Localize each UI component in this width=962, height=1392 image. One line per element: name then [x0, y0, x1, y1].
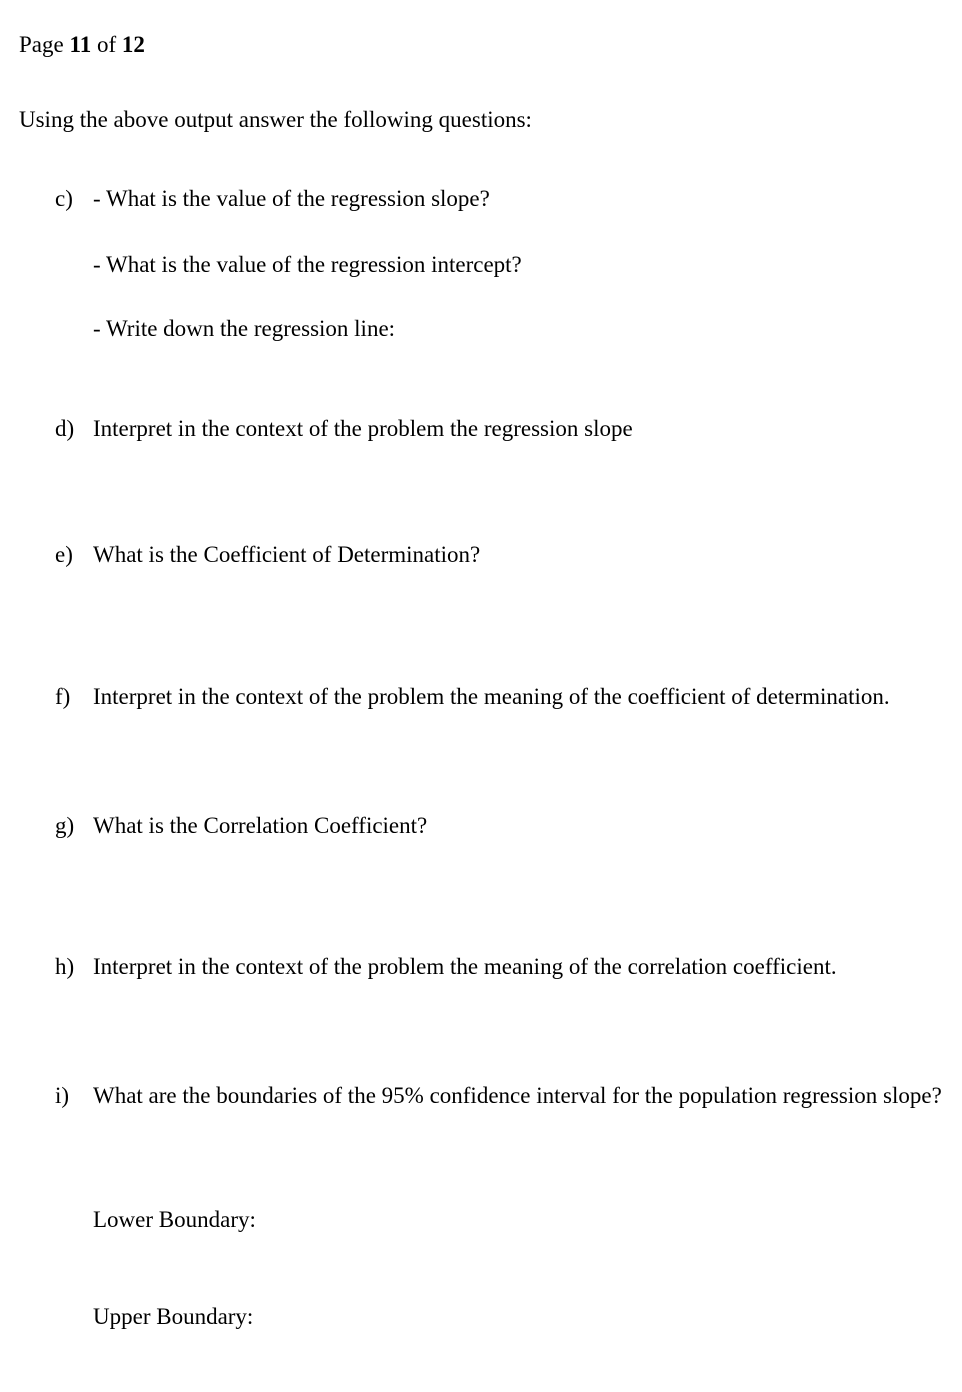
- question-e-text: What is the Coefficient of Determination?: [93, 542, 481, 567]
- question-g-text: What is the Correlation Coefficient?: [93, 813, 428, 838]
- question-c-slope: - What is the value of the regression slope?: [93, 186, 490, 211]
- of-word: of: [96, 32, 117, 57]
- question-d-label: d): [55, 416, 75, 441]
- lower-boundary-label: Lower Boundary:: [93, 1207, 256, 1232]
- page-word: Page: [19, 32, 64, 57]
- question-i-label: i): [55, 1083, 70, 1108]
- question-h-text: Interpret in the context of the problem the meaning of the correlation coefficient.: [93, 954, 837, 979]
- question-f-text: Interpret in the context of the problem the meaning of the coefficient of determination.: [93, 684, 890, 709]
- question-i-text: What are the boundaries of the 95% confidence interval for the population regression slope?: [93, 1083, 942, 1108]
- question-g-label: g): [55, 813, 75, 838]
- current-page: 11: [69, 32, 92, 57]
- instructions: Using the above output answer the following questions:: [19, 107, 532, 132]
- question-e-label: e): [55, 542, 73, 567]
- upper-boundary-label: Upper Boundary:: [93, 1304, 254, 1329]
- question-f-label: f): [55, 684, 71, 709]
- question-c-intercept: - What is the value of the regression intercept?: [93, 252, 522, 277]
- question-c-regression-line: - Write down the regression line:: [93, 316, 396, 341]
- page-number: [19, 30, 145, 60]
- question-d-text: Interpret in the context of the problem the regression slope: [93, 416, 633, 441]
- question-h-label: h): [55, 954, 75, 979]
- total-pages: 12: [121, 32, 145, 57]
- question-c-label: c): [55, 186, 73, 211]
